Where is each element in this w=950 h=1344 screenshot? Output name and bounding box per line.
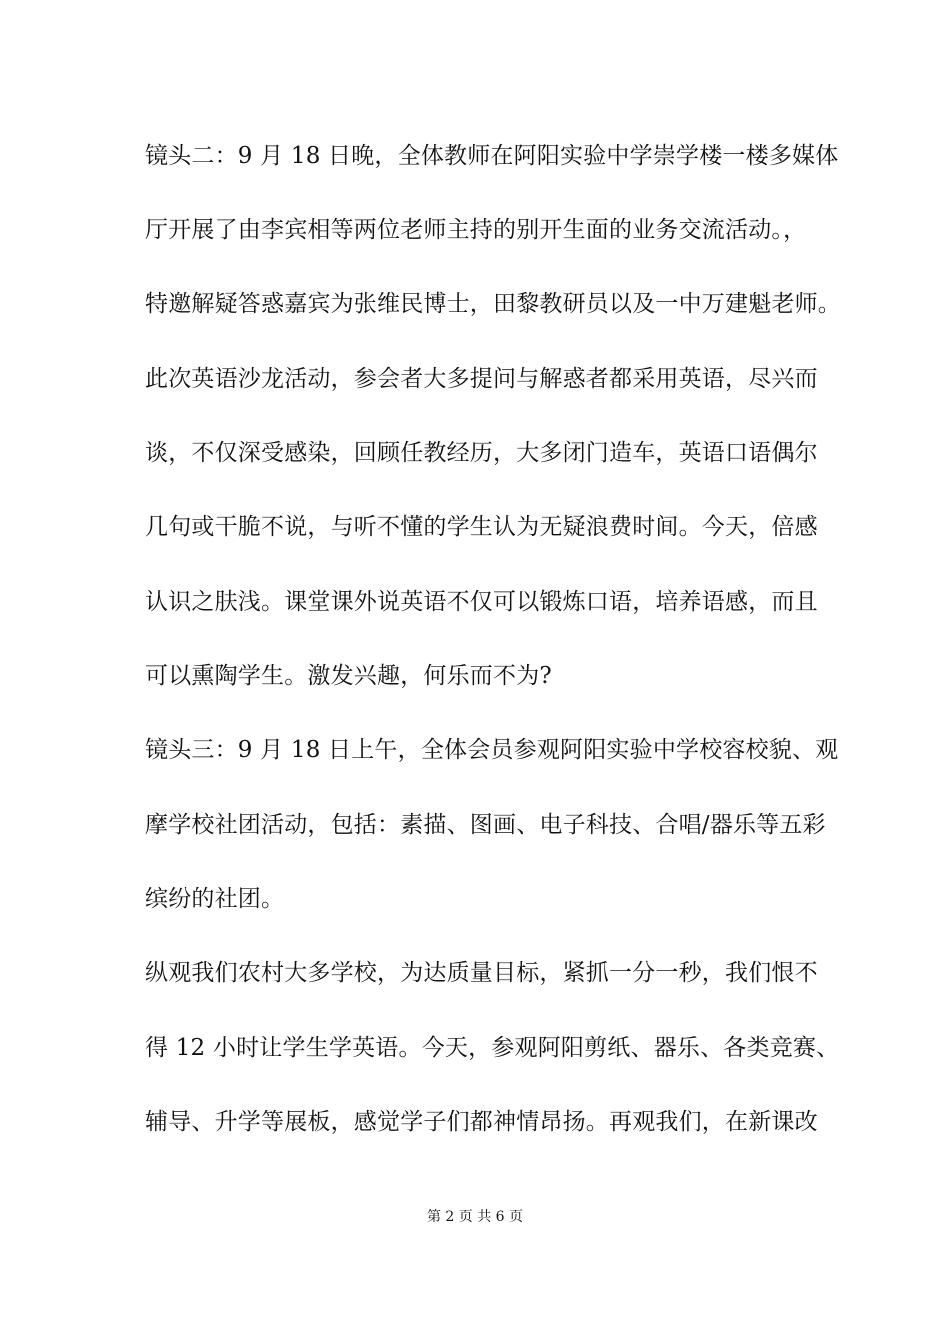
text-line: 厅开展了由李宾相等两位老师主持的别开生面的业务交流活动。， xyxy=(145,217,807,243)
page-number-footer: 第 2 页 共 6 页 xyxy=(426,1209,524,1225)
text-line: 纵观我们农村大多学校，为达质量目标，紧抓一分一秒，我们恨不 xyxy=(145,960,818,986)
text-line: 谈，不仅深受感染，回顾任教经历，大多闭门造车，英语口语偶尔 xyxy=(145,440,818,466)
text-line: 镜头二：9 月 18 日晚，全体教师在阿阳实验中学崇学楼一楼多媒体 xyxy=(145,143,839,169)
text-line: 特邀解疑答惑嘉宾为张维民博士，田黎教研员以及一中万建魁老师。 xyxy=(145,291,841,317)
text-line: 此次英语沙龙活动，参会者大多提问与解惑者都采用英语，尽兴而 xyxy=(145,366,818,392)
text-line: 几句或干脆不说，与听不懂的学生认为无疑浪费时间。今天，倍感 xyxy=(145,514,818,540)
text-line: 辅导、升学等展板，感觉学子们都神情昂扬。再观我们，在新课改 xyxy=(145,1109,818,1135)
text-line: 可以熏陶学生。激发兴趣，何乐而不为? xyxy=(145,663,552,689)
text-line: 缤纷的社团。 xyxy=(145,886,285,912)
text-line: 摩学校社团活动，包括：素描、图画、电子科技、合唱/器乐等五彩 xyxy=(145,812,826,838)
text-line: 认识之肤浅。课堂课外说英语不仅可以锻炼口语，培养语感，而且 xyxy=(145,589,818,615)
text-line: 镜头三：9 月 18 日上午，全体会员参观阿阳实验中学校容校貌、观 xyxy=(145,737,839,763)
text-line: 得 12 小时让学生学英语。今天，参观阿阳剪纸、器乐、各类竞赛、 xyxy=(145,1035,840,1061)
